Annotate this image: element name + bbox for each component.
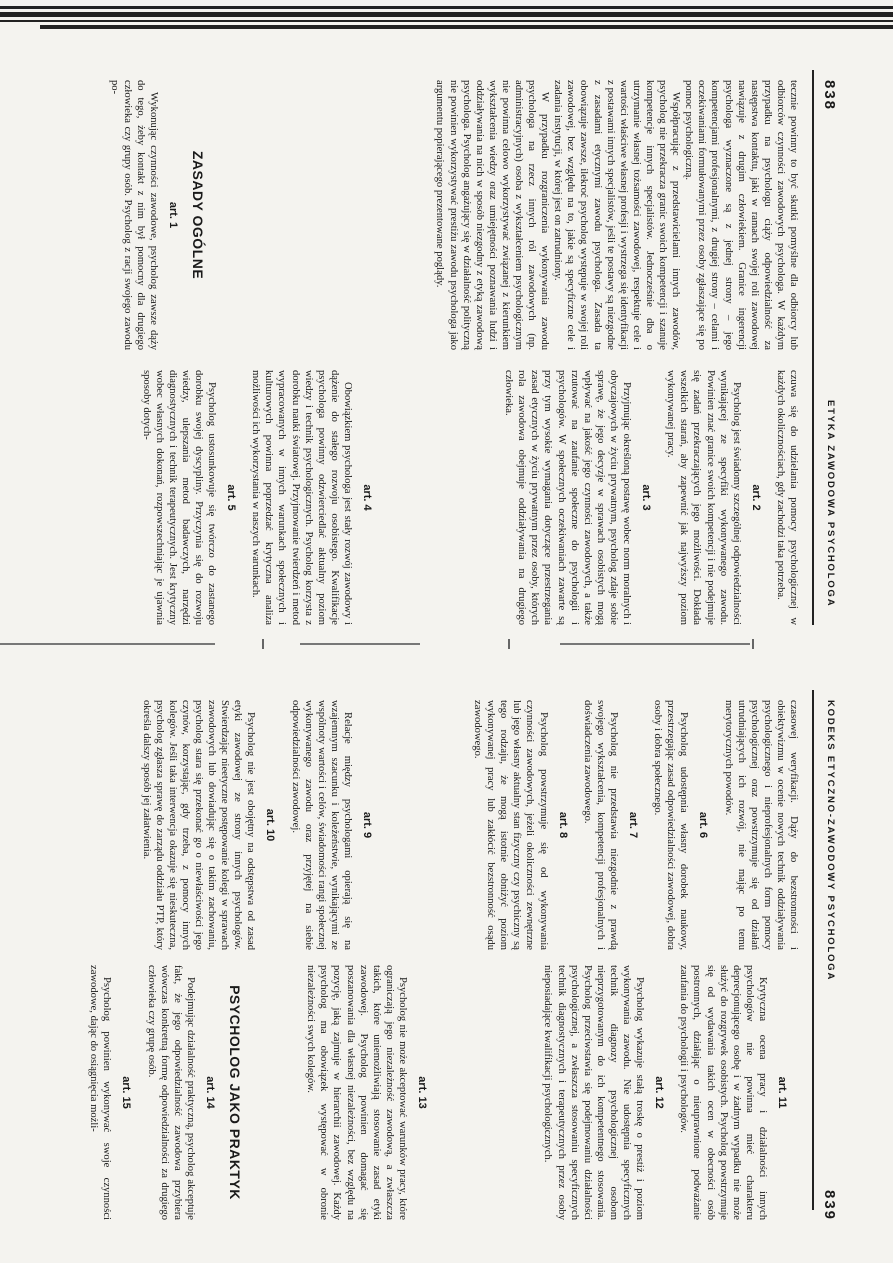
article-label: art. 8: [556, 811, 569, 839]
section-heading: ZASADY OGÓLNE: [190, 150, 206, 280]
article-label: art. 13: [416, 1076, 428, 1109]
paragraph: Współpracując z przedstawicielami innych zawodów, psycholog nie przekracza granic swoich kompetencji i szanuje kompetencje innych specjalistów. Jednocześnie dba o utrzymanie własnej tożsamości zawodowej, respektuje cele i wartości właściwe własnej profesji i wystrzega się identyfikacji z postawami innych specjalistów, jeśli te postawy są niezgodne z zasadami etycznymi zawodu psychologa. Zasada ta obowiązuje zawsze, ilekroć psycholog występuje w swojej roli zawodowej, bez względu na to, jakie są specyficzne cele i zadania instytucji, w której jest on zatrudniony.: [552, 80, 682, 350]
lower-column-2: [541, 965, 800, 1220]
scan-artifact-top: [0, 0, 893, 40]
article-label: art. 15: [120, 1076, 133, 1109]
upper-column-2b: [140, 370, 386, 625]
article-text: Podejmując działalność praktyczną, psycholog akceptuje fakt, że jego odpowiedzialność zawodowa przybiera wówczas konkretną formę odpowiedzialności za drugiego człowieka czy grupę osób.: [145, 965, 196, 1220]
page-fold-line: [0, 643, 893, 653]
article-text: Relacje między psychologami opierają się na wzajemnym szacunku i koleżeństwie, wynikającymi ze wspólnoty wartości i celów, świadomości rangi społecznej wykonywanego zawodu oraz przyjętej na siebie odpowiedzialności zawodowej.: [289, 700, 353, 950]
article-text: Krytyczna ocena pracy i działalności innych psychologów nie powinna mieć charakteru deprecjonującego osobę i w żadnym wypadku nie może służyć do rozgrywek osobistych. Psycholog powstrzymuje się od wydawania takich ocen w obecności osób postronnych, działając o nieuprawnione podważanie zaufania do psychologii i psychologów.: [678, 965, 768, 1220]
article-text: Psycholog nie jest obojętny na odstępstwa od zasad etyki zawodowej ze strony innych psychologów. Stwierdzając nieetyczne postępowanie kolegi w sprawach zawodowych lub dowiadując się o takim zachowaniu, psycholog stara się przekonać go o niewłaściwości jego czynów, korzystając, gdy trzeba, z pomocy innych kolegów. Jeśli taka interwencja okazuje się nieskuteczna, psycholog zgłasza sprawę do zarządu oddziału PTP, który określa dalszy sposób jej załatwienia.: [140, 700, 257, 950]
article-label: art. 7: [627, 811, 640, 839]
lower-column-1b: [140, 700, 386, 950]
article-text: Psycholog jest świadomy szczególnej odpowiedzialności wynikającej ze specyfiki wykonywanego zawodu. Powinien znać granice swoich kompetencji i nie podejmuje się zadań przekraczających jego możliwości. Dokłada wszelkich starań, aby zapewnić jak najwyższy poziom wykonywanej pracy.: [665, 370, 742, 625]
paragraph: czasowej weryfikacji. Dąży do bezstronności i obiektywizmu w ocenie nowych technik oddziaływania psychologicznego i nieprofesjonalnych form pomocy psychologicznej oraz powstrzymuje się od działań utrudniających ich rozwój, nie mając po temu merytorycznych powodów.: [722, 700, 799, 950]
article-text: Psycholog powstrzymuje się od wykonywania czynności zawodowych, jeżeli okoliczności zewnętrzne lub jego własny aktualny stan fizyczny czy psychiczny są tego rodzaju, że mogą istotnie obniżyć poziom wykonywanej pracy lub zakłócić bezstronność osądu zawodowego.: [472, 700, 549, 950]
paragraph: tecznie powinny to być skutki pomyślne dla odbiorcy lub odbiorców czynności zawodowych psychologa. W każdym przypadku na psychologu ciąży odpowiedzialność za następstwa kontaktu, jaki w ramach swojej roli zawodowej nawiązuje z drugim człowiekiem. Granice ingerencji psychologa wyznaczone są z jednej strony – jego kompetencjami profesjonalnymi, z drugiej strony – celami i oczekiwaniami formułowanymi przez osoby zgłaszające się po pomoc psychologiczną.: [683, 80, 799, 350]
upper-column-2: [502, 370, 800, 625]
upper-column-1b: [107, 80, 218, 350]
running-title: ETYKA ZAWODOWA PSYCHOLOGA: [825, 400, 836, 608]
article-text: Wykonując czynności zawodowe, psycholog zawsze dąży do tego, żeby kontakt z nim był pomocny dla drugiego człowieka czy grupy osób. Psycholog z racji swojego zawodu po-: [108, 80, 159, 350]
article-label: art. 5: [225, 484, 238, 511]
article-label: art. 1: [166, 201, 179, 229]
page-number: 839: [821, 1190, 838, 1222]
header-rule-lower: [812, 690, 814, 1210]
article-label: art. 11: [776, 1076, 788, 1109]
paragraph: czuwa się do udzielania pomocy psychologicznej w każdych okolicznościach, gdy zachodzi taka potrzeba.: [774, 370, 799, 625]
upper-column-1: [433, 80, 800, 350]
article-text: Psycholog ustosunkowuje się twórczo do zastanego dorobku swojej dyscypliny. Przyczynia się do rozwoju wiedzy, ulepszania metod badawczych, narzędzi diagnostycznych i technik terapeutycznych. Jest krytyczny wobec własnych dokonań, rozpowszechniając je ujawnia sposoby dotych-: [140, 370, 218, 625]
article-text: Psycholog nie może akceptować warunków pracy, które ograniczają jego niezależność zawodową, a zwłaszcza takich, które uniemożliwiają stosowanie zasad etyki zawodowej. Psycholog powinien domagać się poszanowania dla własnej niezależności, bez względu na pozycję, jaką zajmuje w hierarchii zawodowej. Każdy psycholog ma obowiązek występować w obronie niezależności swych kolegów.: [305, 965, 408, 1220]
article-text: Psycholog nie przedstawia niezgodnie z prawdą swojego wykształcenia, kompetencji profesjonalnych i doświadczenia zawodowego.: [581, 700, 619, 950]
article-label: art. 10: [264, 808, 277, 842]
article-label: art. 12: [653, 1076, 666, 1109]
lower-column-2b: [304, 965, 440, 1220]
section-heading: PSYCHOLOG JAKO PRAKTYK: [227, 985, 243, 1200]
article-text: Psycholog wykazuje stałą troskę o prestiż i poziom wykonywania zawodu. Nie udostępnia specyficznych technik diagnozy psychologicznej osobom nieprzygotowanym do ich kompetentnego stosowania. Psycholog przeciwstawia się podejmowaniu działalności psychologicznej, a zwłaszcza stosowaniu specyficznych technik diagnostycznych i terapeutycznych przez osoby nieposiadające kwalifikacji psychologicznych.: [542, 965, 646, 1220]
lower-column-1: [471, 700, 800, 950]
lower-column-2c: [87, 965, 255, 1220]
paragraph: W przypadku rozgraniczenia wykonywania zawodu psychologa na rzecz innych ról zawodowych (np. administracyjnych) osoba z wykształceniem psychologicznym nie powinna celowo wykorzystywać związanej z kierunkiem wykształcenia wiedzy oraz umiejętności poznawania ludzi i oddziaływania na nich w sposób niezgodny z etyką zawodową psychologa. Psycholog angażujący się w działalność polityczną nie powinien wykorzystywać prestiżu zawodu psychologa jako argumentu popierającego prezentowane poglądy.: [434, 80, 551, 350]
article-label: art. 4: [361, 484, 373, 511]
article-text: Psycholog udostępnia własny dorobek naukowy, przestrzegając zasad odpowiedzialności zawodowej, dobra osoby i dobra społecznego.: [652, 700, 690, 950]
article-label: art. 14: [203, 1076, 216, 1109]
running-title: KODEKS ETYCZNO-ZAWODOWY PSYCHOLOGA: [825, 700, 836, 982]
header-rule-upper: [812, 70, 814, 625]
page-number: 838: [821, 80, 838, 112]
article-label: art. 3: [640, 484, 653, 511]
article-text: Obowiązkiem psychologa jest stały rozwój zawodowy i dążenie do stałego rozwoju osobistego. Kwalifikacje psychologa powinny odzwierciedlać aktualny poziom wiedzy i technik psychologicznych. Psycholog korzysta z dorobku nauki światowej. Przyjmowanie twierdzeń i metod wypracowanych w innych warunkach społecznych i kulturowych powinna poprzedzać krytyczna analiza możliwości ich wykorzystania w naszych warunkach.: [250, 370, 353, 625]
article-label: art. 9: [361, 811, 373, 839]
article-text: Psycholog powinien wykonywać swoje czynności zawodowe, dając do osiągnięcia możli-: [88, 965, 113, 1220]
article-label: art. 6: [697, 811, 710, 839]
article-text: Przyjmując określoną postawę wobec norm moralnych i obyczajowych w życiu prywatnym, psycholog zdaje sobie sprawę, że jego decyzje w sprawach osobistych mogą wpływać na jakość jego czynności zawodowych, a także rzutować na zaufanie społeczne do psychologii i psychologów. W społecznych oczekiwaniach zawarte są przy tym wysokie wymagania dotyczące przestrzegania zasad etycznych w życiu prywatnym przez osoby, których rola zawodowa obejmuje oddziaływania na drugiego człowieka.: [503, 370, 633, 625]
article-label: art. 2: [749, 484, 762, 511]
